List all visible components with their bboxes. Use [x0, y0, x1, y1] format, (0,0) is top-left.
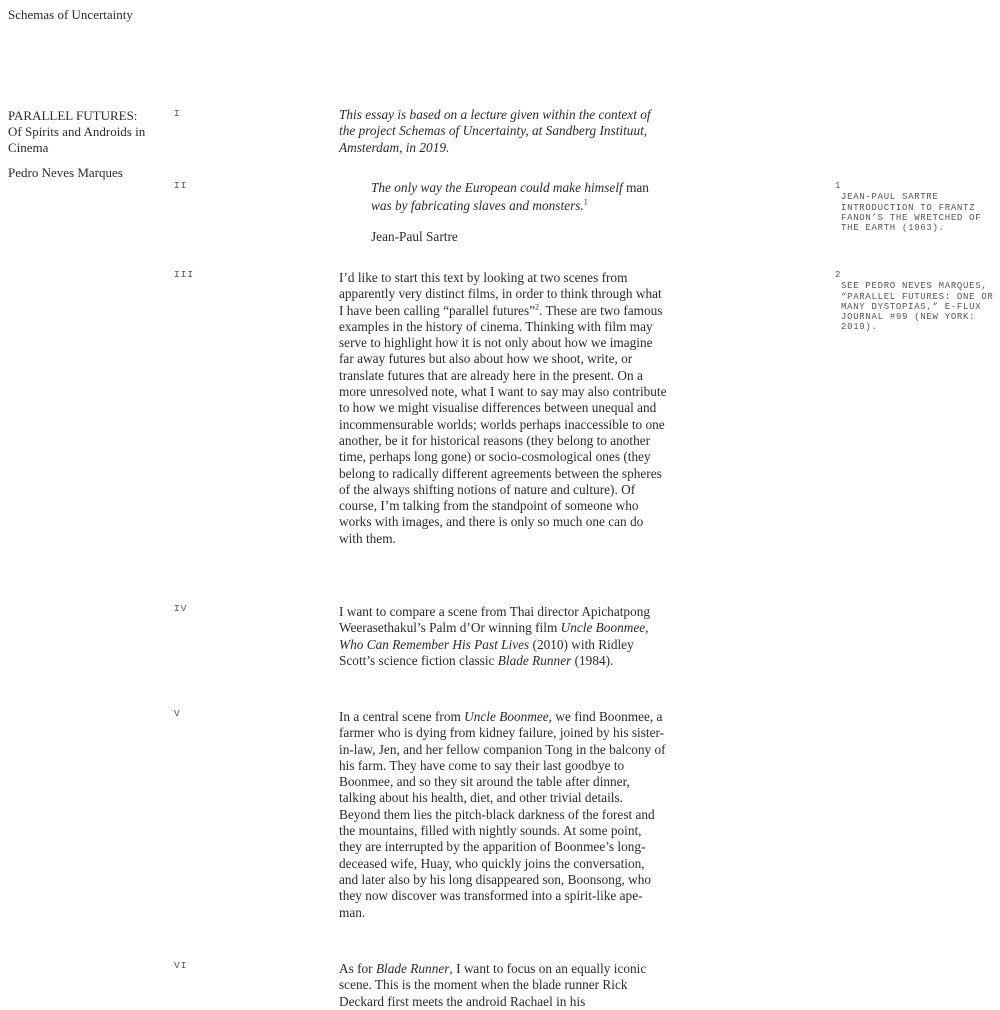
section-number: IV	[174, 603, 188, 614]
body-paragraph	[339, 604, 667, 669]
paragraph-text: I want to compare a scene from Thai director Apichatpong Weerasethakul’s Palm d’Or winning film	[339, 604, 651, 636]
section-number: III	[174, 269, 195, 280]
paragraph-text: . These are two famous examples in the history of cinema. Thinking with film may serve to highlight how it is not only about how we imagine far away futures but also about how we shoot, write, or translate futures that are already here in the present. On a more unresolved note, what I want to say may also contribute to how we might visualise differences between unequal and incommensurable worlds; worlds perhaps inaccessible to one another, be it for historical reasons (they belong to another time, perhaps long gone) or socio-cosmological ones (they belong to radically different agreements between the spheres of the always shifting notions of nature and culture). Of course, I’m talking from the standpoint of someone who works with images, and there is only so much one can do with them.	[339, 302, 667, 546]
section-number: V	[174, 708, 181, 719]
footnote	[835, 270, 995, 333]
film-title: Blade Runner	[375, 961, 450, 976]
quote-text: The only way the European could make himself	[371, 180, 623, 195]
section-number: VI	[174, 960, 188, 971]
body-paragraph	[339, 270, 667, 547]
film-title: Blade Runner	[497, 652, 572, 668]
paragraph-text: In a central scene from	[339, 709, 465, 724]
body-paragraph	[339, 709, 667, 921]
quote-text: was by fabricating slaves and monsters.	[371, 197, 584, 213]
section-number: I	[174, 108, 181, 119]
quote-text: man	[626, 180, 649, 195]
article-subtitle: Of Spirits and Androids in Cinema	[8, 124, 146, 155]
footnote-text: JEAN-PAUL SARTRE INTRODUCTION TO FRANTZ FANON’S THE WRETCHED OF THE EARTH (1963).	[841, 192, 982, 234]
epigraph-quote	[371, 179, 671, 214]
footnote-number: 1	[835, 181, 842, 191]
paragraph-text: , we find Boonmee, a farmer who is dying from kidney failure, joined by his sister-in-law, Jen, and her fellow companion Tong in the balcony of his farm. They have come to say their last goodbye to Boonmee, and so they sit around the table after dinner, talking about his health, diet, and other trivial details. Beyond them lies the pitch-black darkness of the forest and the mountains, filled with nightly sounds. At some point, they are interrupted by the apparition of Boonmee’s long-deceased wife, Huay, who quickly joins the conversation, and later also by his long disappeared son, Boonsong, who they now discover was transformed into a spirit-like ape-man.	[339, 709, 666, 920]
quote-author: Jean-Paul Sartre	[371, 229, 458, 244]
footnote-ref[interactable]: 2	[535, 302, 540, 312]
body-paragraph	[339, 961, 667, 1010]
footnote-number: 2	[835, 270, 842, 280]
section-number: II	[174, 180, 188, 191]
paragraph-text: , I want to focus on an equally iconic scene. This is the moment when the blade runner Rick Deckard first meets the android Rachael in his	[339, 961, 647, 1009]
paragraph-text: (1984).	[571, 652, 614, 668]
site-title[interactable]: Schemas of Uncertainty	[8, 7, 133, 22]
paragraph-text: (2010) with Ridley Scott’s science fiction classic	[339, 636, 634, 668]
film-title: Uncle Boonmee, Who Can Remember His Past Lives	[339, 620, 649, 652]
intro-paragraph: This essay is based on a lecture given within the context of the project Schemas of Uncertainty, at Sandberg Instituut, Amsterdam, in 2019.	[339, 107, 651, 155]
footnote-ref[interactable]: 1	[583, 197, 588, 207]
footnote	[835, 181, 995, 233]
article-author: Pedro Neves Marques	[8, 165, 123, 180]
article-title: PARALLEL FUTURES:	[8, 108, 138, 123]
footnote-text: SEE PEDRO NEVES MARQUES, “PARALLEL FUTURES: ONE OR MANY DYSTOPIAS,” E-FLUX JOURNAL #99 (NEW YORK: 2019).	[841, 281, 994, 333]
film-title: Uncle Boonmee	[464, 709, 549, 724]
article-header	[8, 108, 158, 181]
paragraph-text: I’d like to start this text by looking at two scenes from apparently very distinct films, in order to think through what I have been calling “parallel futures”	[339, 270, 662, 318]
paragraph-text: As for	[339, 961, 376, 976]
